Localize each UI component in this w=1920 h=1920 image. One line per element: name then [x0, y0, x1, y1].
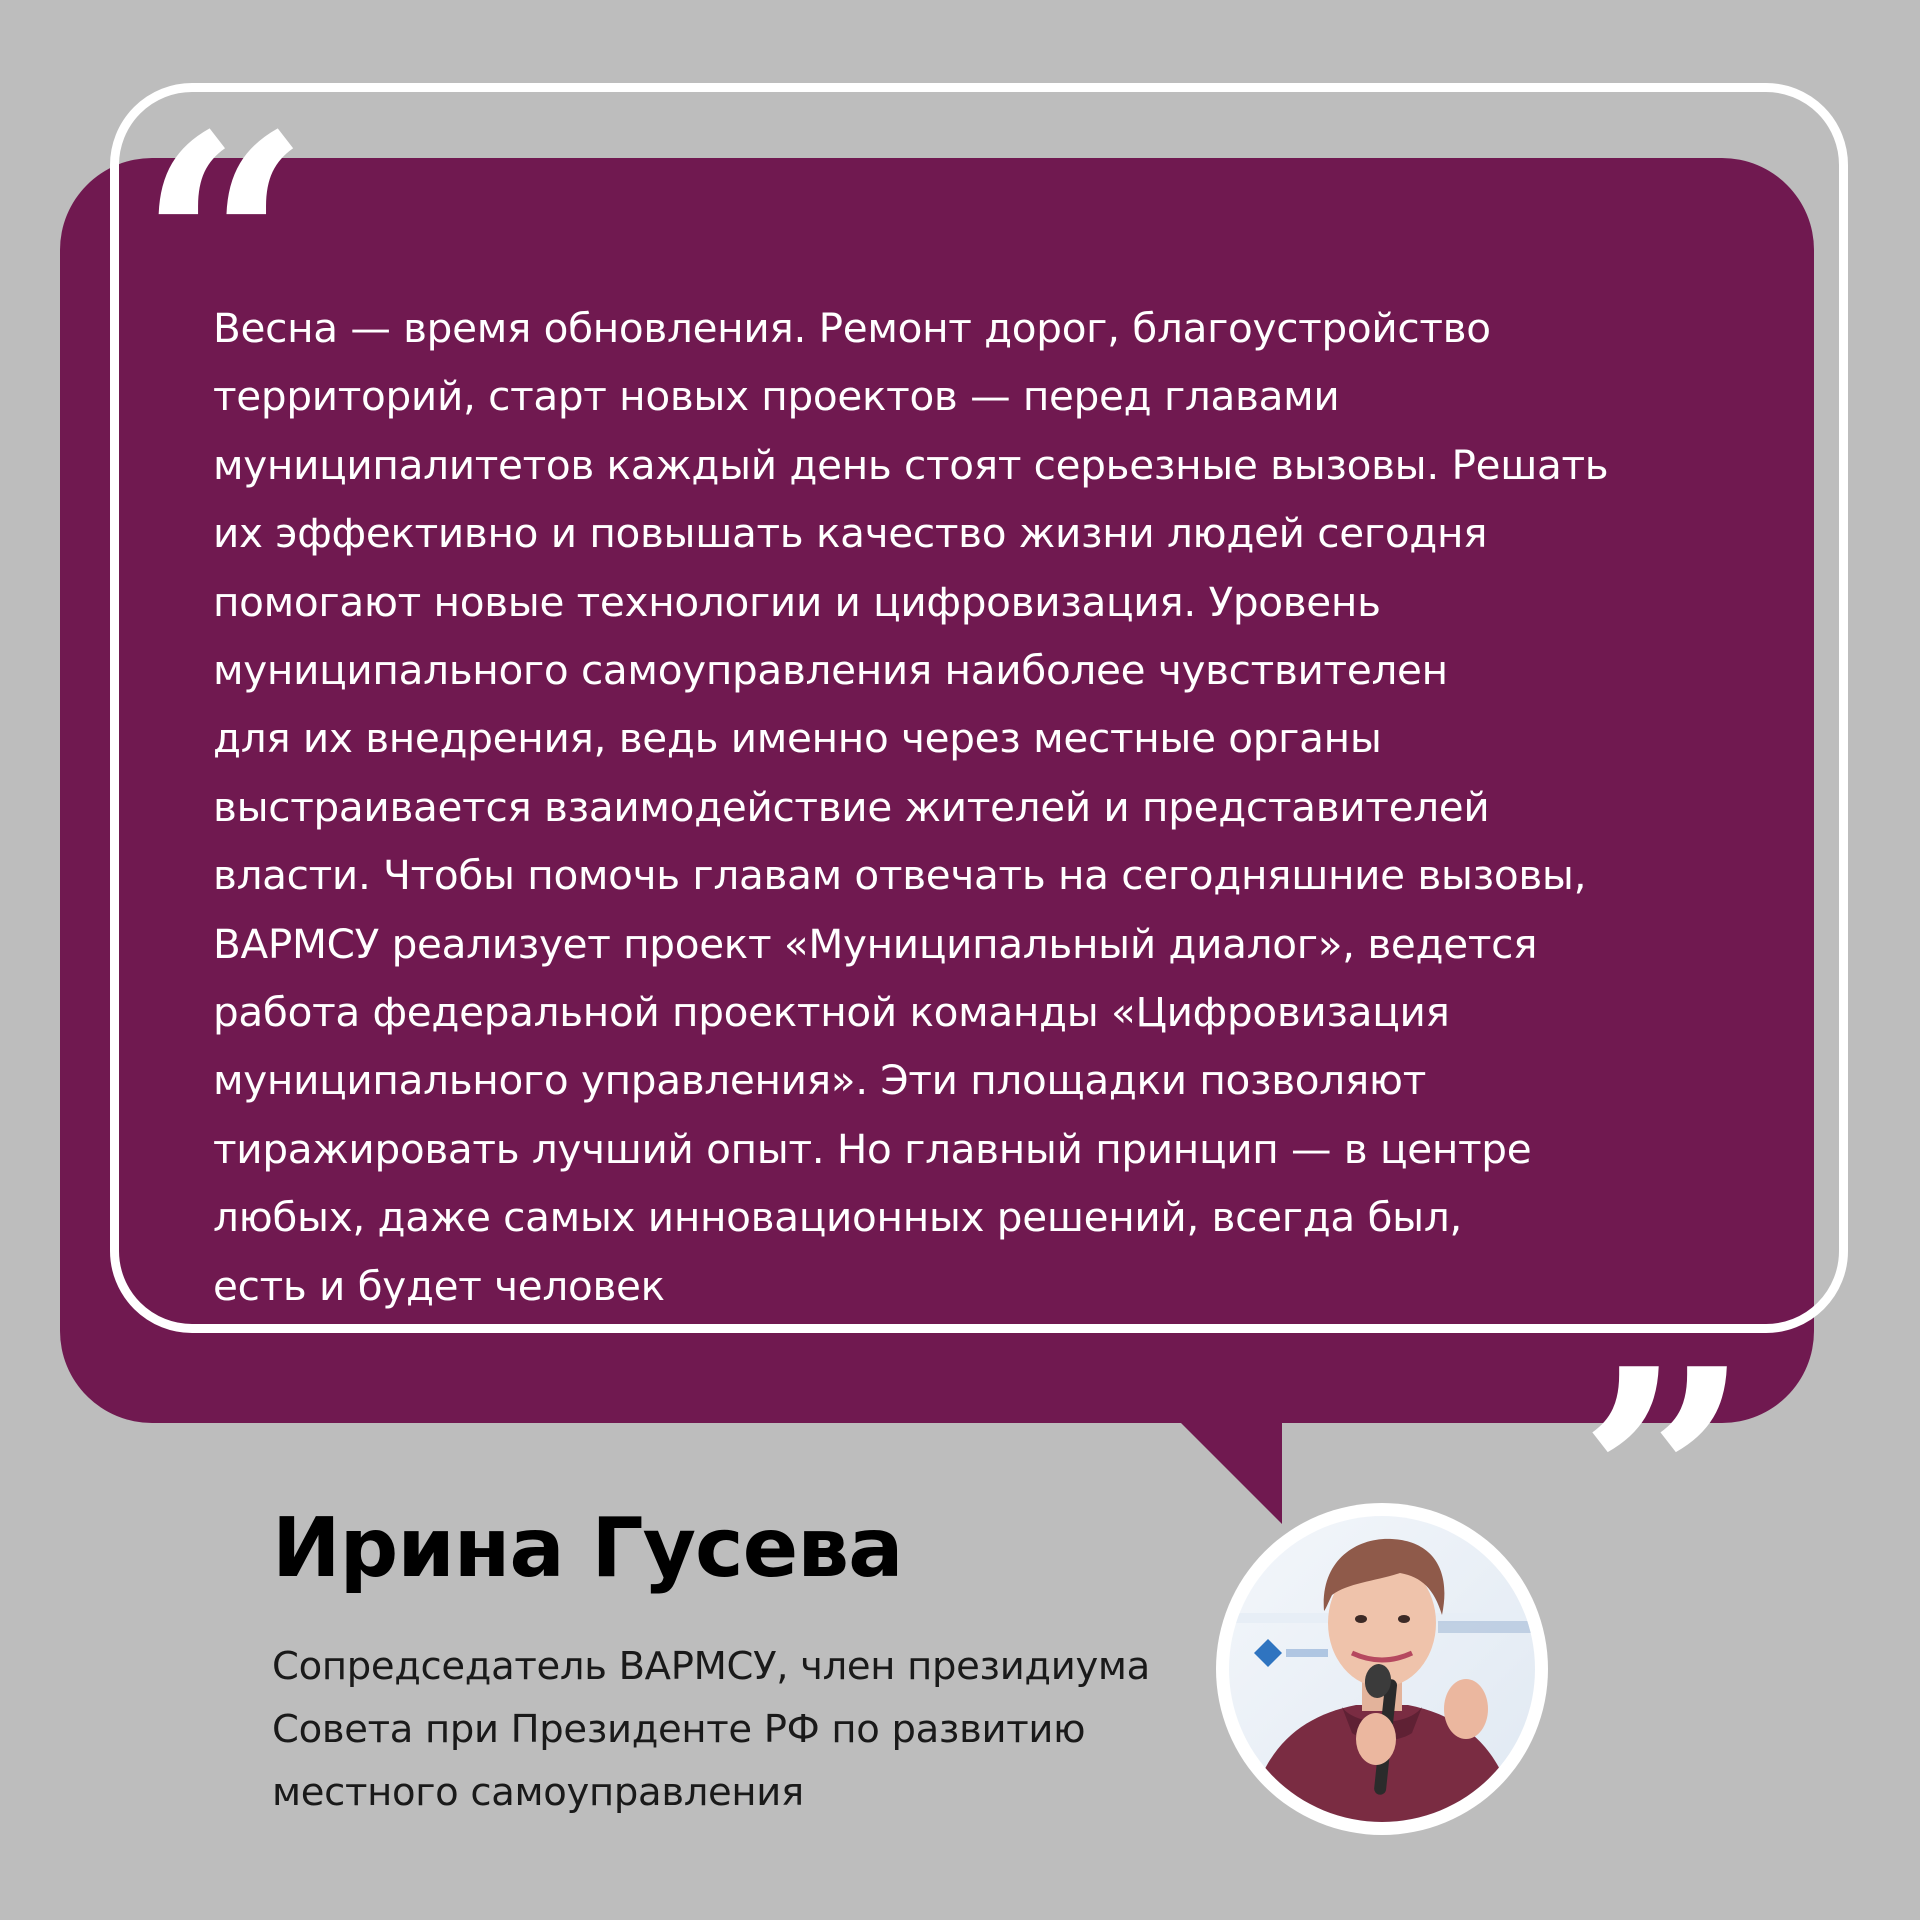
open-quote-icon: “: [138, 69, 311, 422]
portrait-photo-icon: [1216, 1503, 1548, 1835]
author-photo: [1216, 1503, 1548, 1835]
bubble-tail: [1178, 1420, 1282, 1524]
author-title: Сопредседатель ВАРМСУ, член президиума Совета при Президенте РФ по развитию местного самоуправления: [272, 1644, 1150, 1815]
author-name: Ирина Гусева: [272, 1501, 903, 1596]
quote-text: Весна — время обновления. Ремонт дорог, благоустройство территорий, старт новых проектов — перед главами муниципалитетов каждый день стоят серьезные вызовы. Решать их эффективно и повышать качество жизни людей сегодня помогают новые технологии и цифровизация. Уровень муниципального самоуправления наиболее чувствителен для их внедрения, ведь именно через местные органы выстраивается взаимодействие жителей и представителей власти. Чтобы помочь главам отвечать на сегодняшние вызовы, ВАРМСУ реализует проект «Муниципальный диалог», ведется работа федеральной проектной команды «Цифровизация муниципального управления». Эти площадки позволяют тиражировать лучший опыт. Но главный принцип — в центре любых, даже самых инновационных решений, всегда был, есть и будет человек: [213, 304, 1609, 1310]
close-quote-icon: ”: [1578, 1303, 1751, 1656]
